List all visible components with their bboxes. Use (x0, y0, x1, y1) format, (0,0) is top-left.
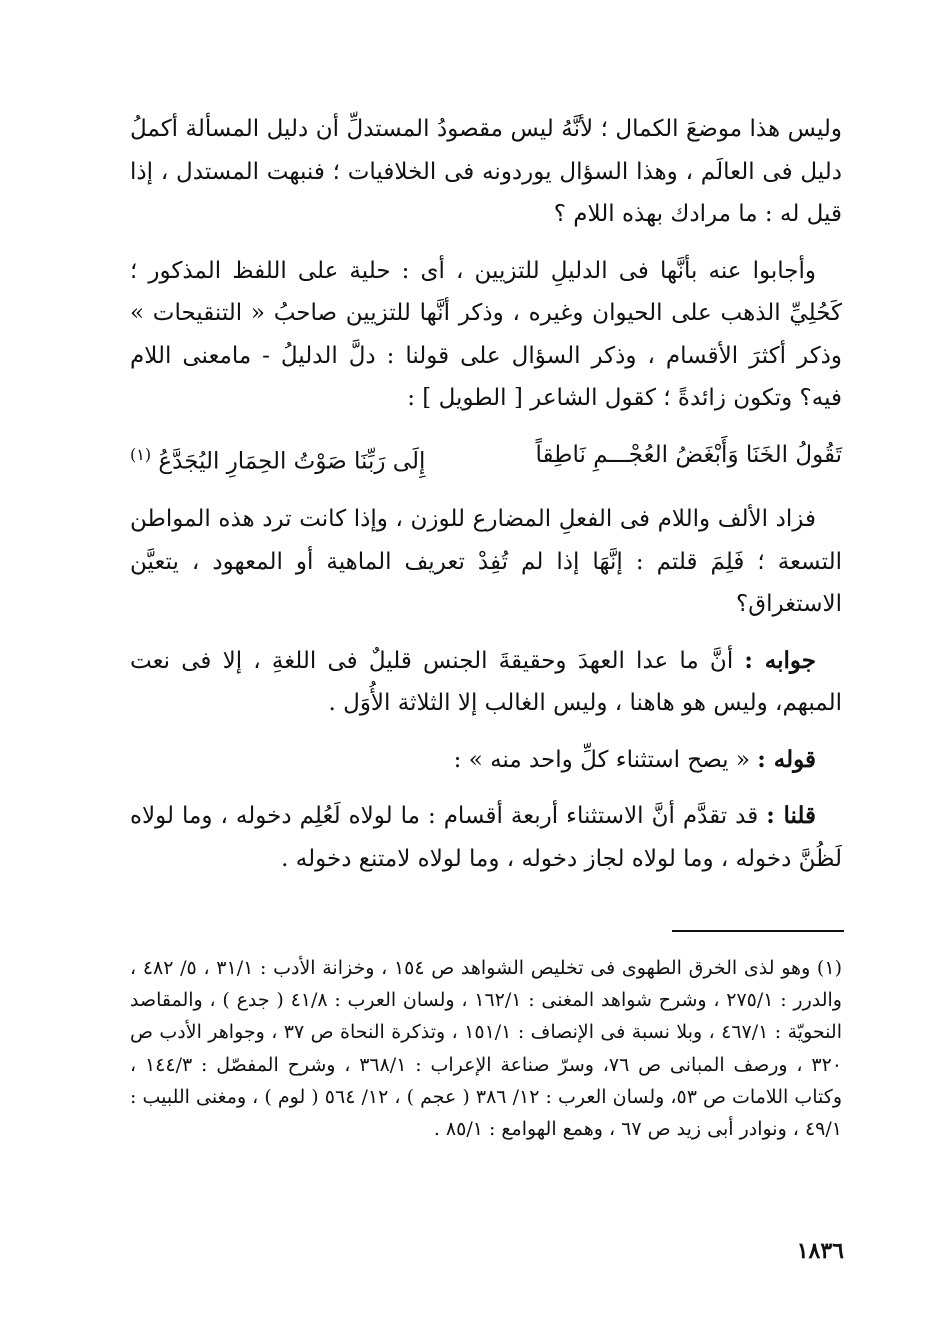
paragraph-4 (130, 640, 842, 725)
paragraph-4-text: أنَّ ما عدا العهدَ وحقيقةَ الجنس قليلٌ فى اللغةِ ، إلا فى نعت المبهم، وليس هو هاهنا ، وليس الغالب إلا الثلاثة الأُوَل . (130, 647, 842, 717)
paragraph-6-text: قد تقدَّم أنَّ الاستثناء أربعة أقسام : ما لولاه لَعُلِم دخوله ، وما لولاه لَظُنَّ دخوله ، وما لولاه لجاز دخوله ، وما لولاه لامتنع دخوله . (130, 803, 842, 872)
page-number: ١٨٣٦ (796, 1238, 844, 1264)
footnote-reference: (١) (130, 444, 152, 464)
paragraph-5-lead: قوله : (757, 745, 816, 773)
main-text (130, 108, 842, 894)
paragraph-5-text: « يصح استثناء كلِّ واحد منه » : (453, 746, 750, 773)
paragraph-6 (130, 795, 842, 880)
verse-second-hemistich-text: إِلَى رَبِّنَا صَوْتُ الحِمَارِ اليُجَدَّعُ (158, 448, 426, 475)
paragraph-3: فزاد الألف واللام فى الفعلِ المضارع للوزن ، وإذا كانت ترد هذه المواطن التسعة ؛ فَلِمَ قلتم : إنَّهَا إذا لم تُفِدْ تعريف الماهية أو المعهود ، يتعيَّن الاستغراق؟ (130, 506, 842, 618)
footnote-separator (672, 930, 844, 932)
poetry-verse (130, 434, 842, 483)
verse-second-hemistich (130, 434, 425, 483)
paragraph-2: وأجابوا عنه بأنَّها فى الدليلِ للتزيين ، أى : حلية على اللفظ المذكور ؛ كَحُلِيِّ الذهب على الحيوان وغيره ، وذكر أنَّها للتزيين صاحبُ « التنقيحات » وذكر أكثرَ الأقسام ، وذكر السؤال على قولنا : دلَّ الدليلُ - مامعنى اللام فيه؟ وتكون زائدةً ؛ كقول الشاعر [ الطويل ] : (130, 257, 842, 411)
footnote: (١) وهو لذى الخرق الطهوى فى تخليص الشواهد ص ١٥٤ ، وخزانة الأدب : ٣١/١ ، ٥/ ٤٨٢ ، والدرر : ٢٧٥/١ ، وشرح شواهد المغنى : ١٦٢/١ ، ولسان العرب : ٤١/٨ ( جدع ) ، والمقاصد النحويّة : ٤٦٧/١ ، وبلا نسبة فى الإنصاف : ١٥١/١ ، وتذكرة النحاة ص ٣٧ ، وجواهر الأدب ص ٣٢٠ ، ورصف المبانى ص ٧٦، وسرّ صناعة الإعراب : ٣٦٨/١ ، وشرح المفصّل : ١٤٤/٣ ، وكتاب اللامات ص ٥٣، ولسان العرب : ١٢/ ٣٨٦ ( عجم ) ، ١٢/ ٥٦٤ ( لوم ) ، ومغنى اللبيب : ٤٩/١ ، ونوادر أبى زيد ص ٦٧ ، وهمع الهوامع : ٨٥/١ . (130, 957, 842, 1141)
paragraph-4-lead: جوابه : (744, 646, 816, 674)
paragraph-5 (130, 739, 842, 782)
paragraph-1: وليس هذا موضعَ الكمال ؛ لأنَّهُ ليس مقصودُ المستدلِّ أن دليل المسألة أكملُ دليل فى العالَم ، وهذا السؤال يوردونه فى الخلافيات ؛ فنبهت المستدل ، إذا قيل له : ما مرادك بهذه اللام ؟ (130, 116, 842, 227)
verse-first-hemistich: تَقُولُ الخَنَا وَأَبْغَضُ العُجْـــمِ نَاطِقاً (535, 441, 842, 468)
paragraph-6-lead: قلنا : (766, 802, 817, 830)
